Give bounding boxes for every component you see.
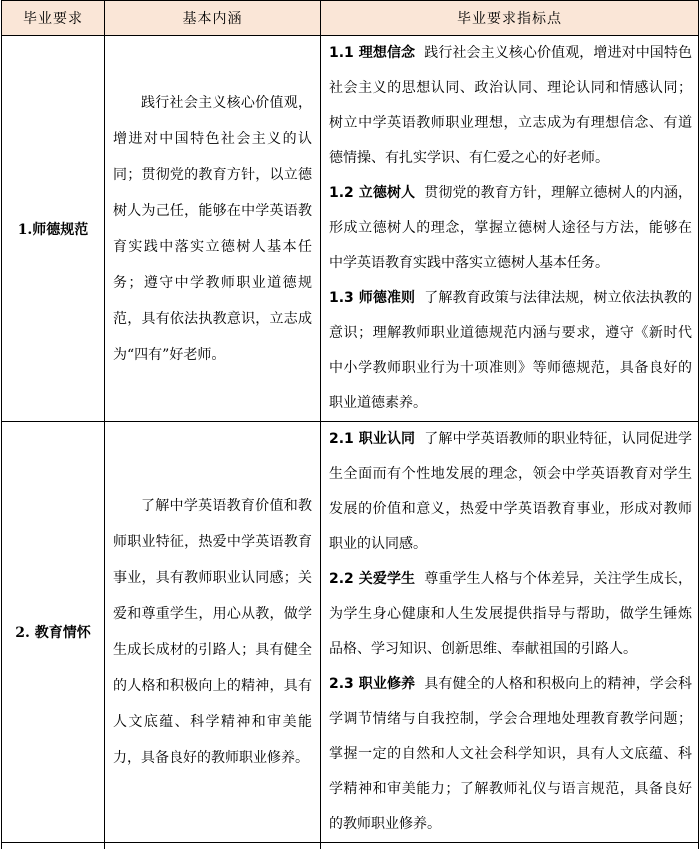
- table-row: [2, 422, 699, 843]
- basic-content-text: 了解中学英语教育价值和教师职业特征，热爱中学英语教育事业，具有教师职业认同感；关爱和尊重学生，用心从教，做学生成长成材的引路人；具有健全的人格和积极向上的精神，具有人文底蕴、科学精神和审美能力，具备良好的教师职业修养。: [113, 488, 312, 776]
- indicator-item: [329, 562, 692, 667]
- requirement-cell: 1.师德规范: [2, 36, 105, 422]
- indicator-head: 2.1 职业认同: [329, 431, 415, 447]
- indicator-item: [329, 422, 692, 562]
- indicator-item: [329, 281, 692, 421]
- basic-content-cell: [105, 36, 321, 422]
- indicator-head: 2.3 职业修养: [329, 676, 415, 692]
- indicator-head: 1.1 理想信念: [329, 45, 415, 61]
- indicators-cell: [321, 36, 699, 422]
- indicator-head: 1.2 立德树人: [329, 185, 415, 201]
- empty-cell: [321, 843, 699, 849]
- indicator-item: [329, 176, 692, 281]
- indicator-text: 了解中学英语教师的职业特征，认同促进学生全面而有个性地发展的理念，领会中学英语教育对学生发展的价值和意义，热爱中学英语教育事业，形成对教师职业的认同感。: [329, 431, 692, 552]
- indicator-item: [329, 36, 692, 176]
- table-header-row: [2, 1, 699, 36]
- indicators-cell: [321, 422, 699, 843]
- indicator-text: 践行社会主义核心价值观，增进对中国特色社会主义的思想认同、政治认同、理论认同和情感认同；树立中学英语教师职业理想，立志成为有理想信念、有道德情操、有扎实学识、有仁爱之心的好老师。: [329, 45, 692, 166]
- empty-cell: [2, 843, 105, 849]
- indicator-text: 了解教育政策与法律法规，树立依法执教的意识；理解教师职业道德规范内涵与要求，遵守《新时代中小学教师职业行为十项准则》等师德规范，具备良好的职业道德素养。: [329, 290, 692, 411]
- indicator-head: 1.3 师德准则: [329, 290, 415, 306]
- table-row: [2, 36, 699, 422]
- indicator-head: 2.2 关爱学生: [329, 571, 415, 587]
- header-requirement: 毕业要求: [2, 1, 105, 36]
- table-row-continuation: [2, 843, 699, 849]
- indicator-text: 贯彻党的教育方针，理解立德树人的内涵，形成立德树人的理念，掌握立德树人途径与方法，能够在中学英语教育实践中落实立德树人基本任务。: [329, 185, 692, 271]
- requirement-cell: 2. 教育情怀: [2, 422, 105, 843]
- basic-content-cell: [105, 422, 321, 843]
- graduation-requirements-table: [1, 0, 699, 849]
- header-indicators: 毕业要求指标点: [321, 1, 699, 36]
- indicator-text: 具有健全的人格和积极向上的精神，学会科学调节情绪与自我控制，学会合理地处理教育教学问题；掌握一定的自然和人文社会科学知识，具有人文底蕴、科学精神和审美能力；了解教师礼仪与语言规范，具备良好的教师职业修养。: [329, 676, 692, 832]
- empty-cell: [105, 843, 321, 849]
- basic-content-text: 践行社会主义核心价值观，增进对中国特色社会主义的认同；贯彻党的教育方针，以立德树人为己任，能够在中学英语教育实践中落实立德树人基本任务；遵守中学教师职业道德规范，具有依法执教意识，立志成为“四有”好老师。: [113, 85, 312, 373]
- indicator-text: 尊重学生人格与个体差异，关注学生成长，为学生身心健康和人生发展提供指导与帮助，做学生锤炼品格、学习知识、创新思维、奉献祖国的引路人。: [329, 571, 692, 657]
- indicator-item: [329, 667, 692, 842]
- header-basic-content: 基本内涵: [105, 1, 321, 36]
